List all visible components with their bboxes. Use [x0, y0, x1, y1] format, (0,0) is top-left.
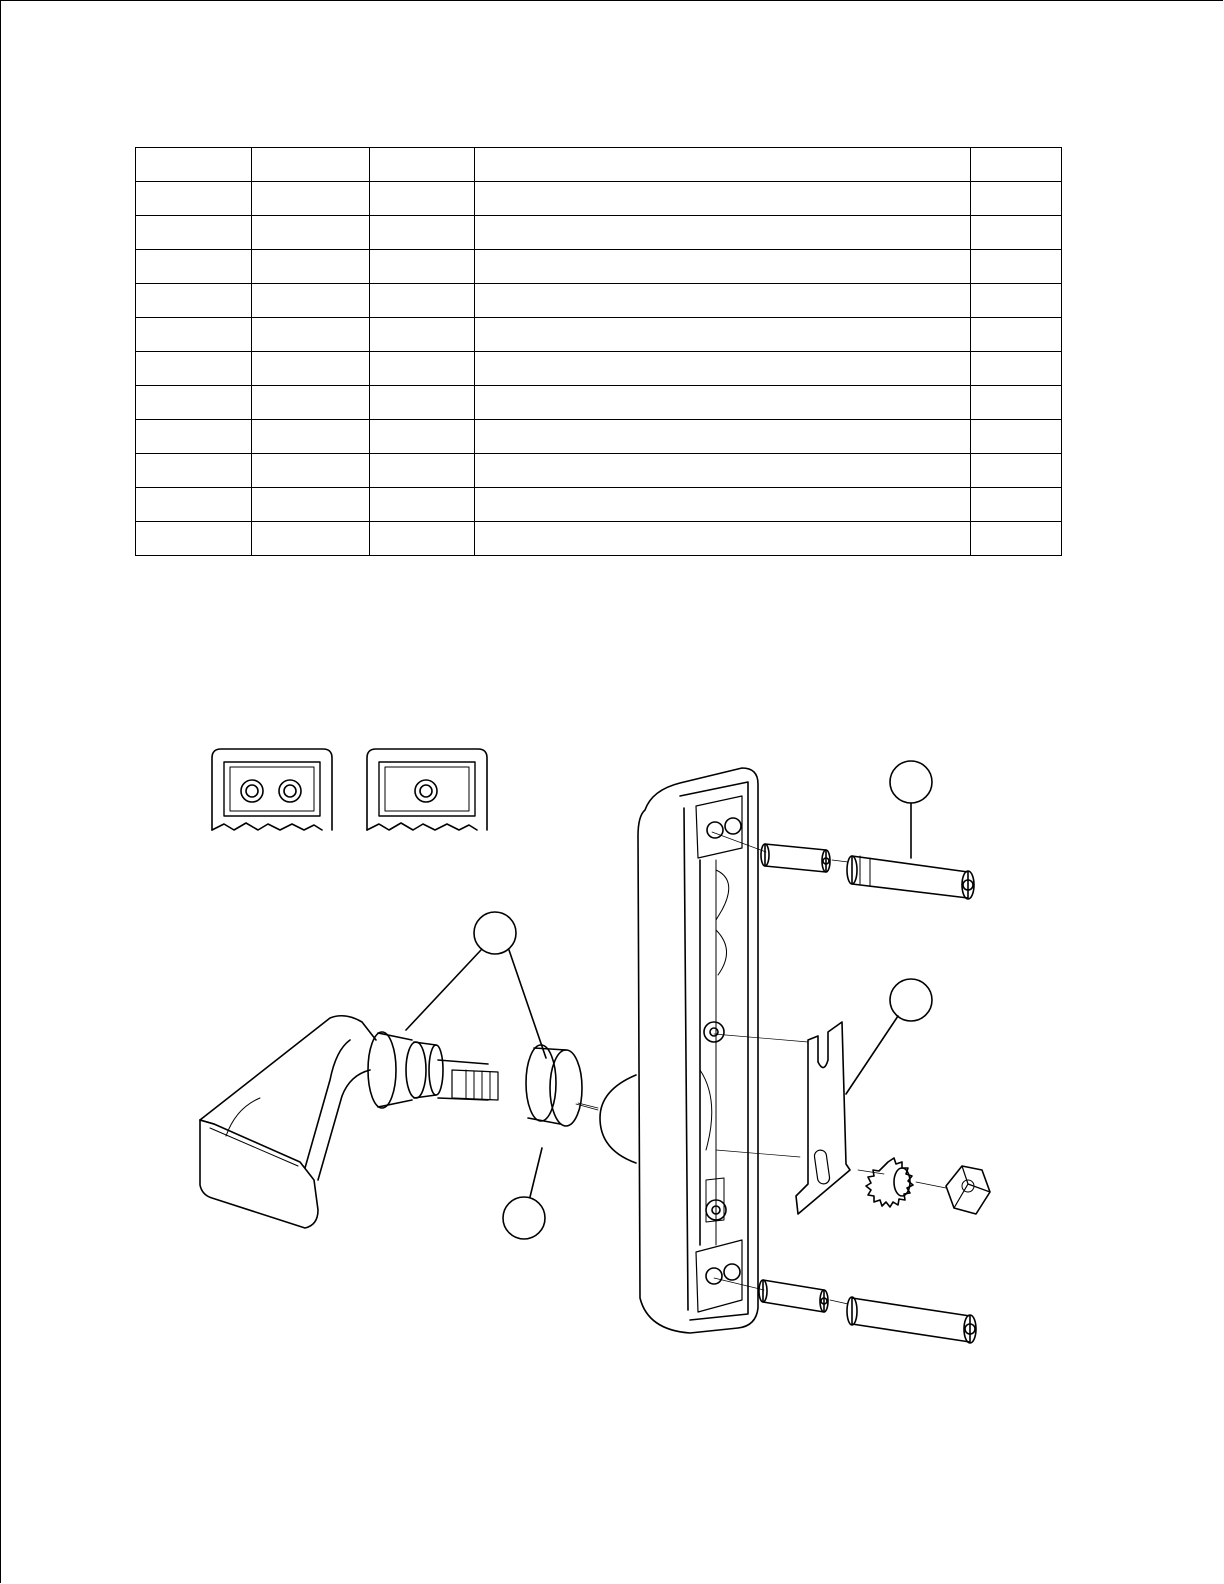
alignment-lines [578, 832, 946, 1304]
callout-rose [503, 1148, 545, 1239]
standoff-upper [761, 844, 974, 899]
hole-pattern-inset-single [367, 749, 487, 830]
callout-bracket [846, 979, 932, 1094]
lever-handle [200, 1016, 498, 1228]
rose-collar [526, 1045, 598, 1126]
hex-nut [946, 1166, 990, 1214]
mounting-bracket [796, 1022, 850, 1214]
escutcheon-plate [600, 768, 758, 1333]
standoff-lower [759, 1280, 976, 1343]
callout-lever [406, 912, 546, 1058]
hole-pattern-inset-double [212, 749, 332, 830]
callout-standoff [890, 761, 932, 858]
star-washer [866, 1158, 913, 1207]
